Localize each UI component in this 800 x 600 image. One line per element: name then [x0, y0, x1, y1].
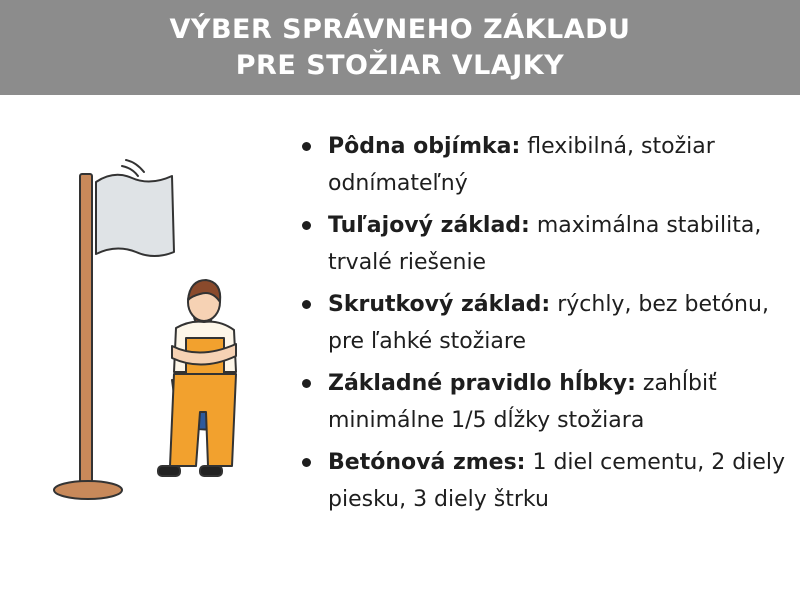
item-term: Pôdna objímka:: [328, 134, 521, 159]
title-line-2: PRE STOŽIAR VLAJKY: [235, 49, 565, 81]
list-item-screw-foundation: [298, 286, 788, 360]
item-term: Betónová zmes:: [328, 450, 526, 475]
flagpole-base: [54, 481, 122, 499]
list-item-depth-rule: [298, 365, 788, 439]
item-text: maximálna stabilita, trvalé riešenie: [328, 213, 762, 275]
item-text: 1 diel cementu, 2 diely piesku, 3 diely štrku: [328, 450, 786, 512]
foundation-options-list: [298, 128, 788, 523]
worker-figure: [158, 280, 236, 476]
bullet-icon: [302, 300, 311, 309]
title-banner: [0, 0, 800, 95]
bullet-icon: [302, 221, 311, 230]
item-term: Základné pravidlo hĺbky:: [328, 371, 636, 396]
item-term: Tuľajový základ:: [328, 213, 530, 238]
title-line-1: VÝBER SPRÁVNEHO ZÁKLADU: [169, 13, 631, 45]
list-item-sleeve-foundation: [298, 207, 788, 281]
item-text: rýchly, bez betónu, pre ľahké stožiare: [328, 292, 769, 354]
wind-lines-icon: [122, 160, 144, 176]
bullet-icon: [302, 142, 311, 151]
item-term: Skrutkový základ:: [328, 292, 551, 317]
item-text: flexibilná, stožiar odnímateľný: [328, 134, 715, 196]
bullet-icon: [302, 458, 311, 467]
list-item-concrete-mix: [298, 444, 788, 518]
flagpole-worker-illustration: [40, 140, 290, 520]
flag-icon: [96, 175, 174, 256]
flagpole: [80, 174, 92, 484]
item-text: zahĺbiť minimálne 1/5 dĺžky stožiara: [328, 371, 717, 433]
list-item-soil-sleeve: [298, 128, 788, 202]
bullet-icon: [302, 379, 311, 388]
